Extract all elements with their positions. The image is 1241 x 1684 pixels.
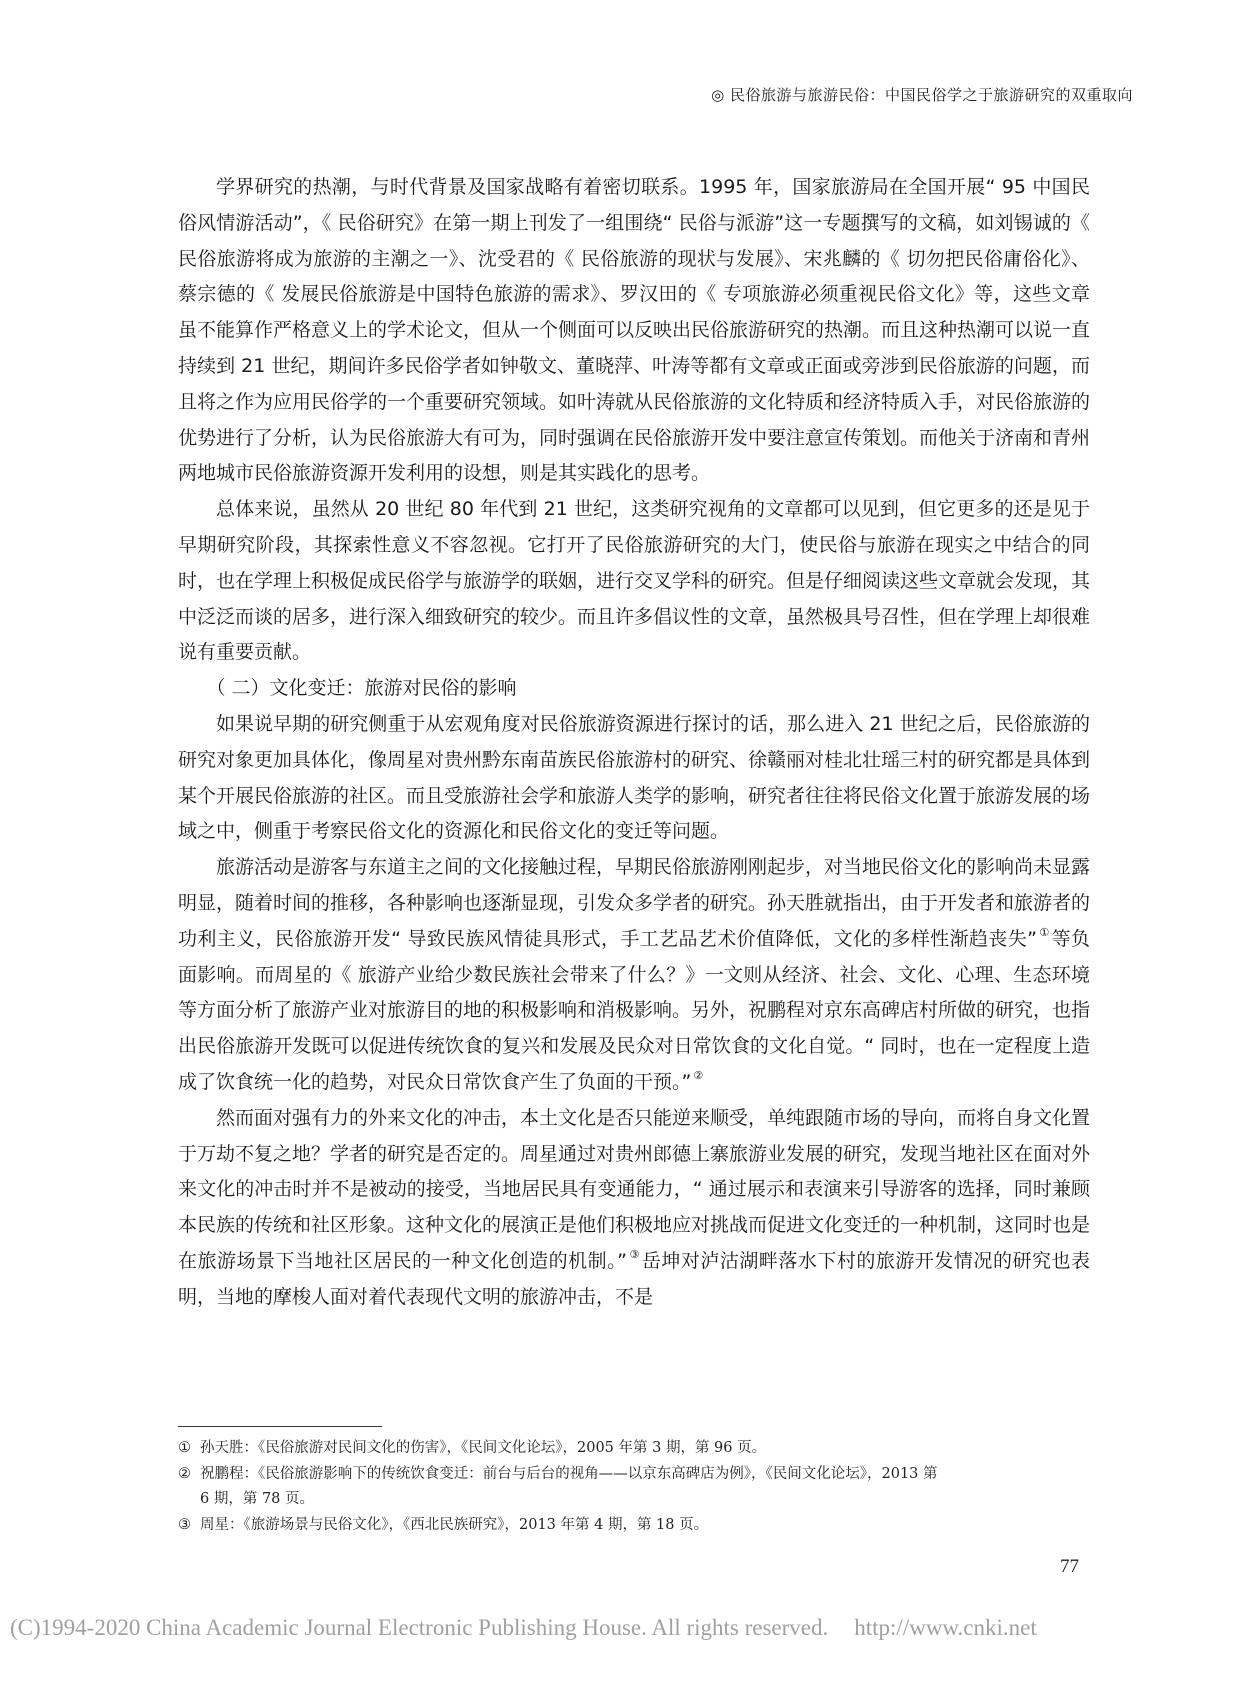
- footnote-mark: ②: [178, 1465, 191, 1482]
- footnote-text: 周星：《旅游场景与民俗文化》，《西北民族研究》，2013 年第 4 期，第 18 页。: [200, 1516, 709, 1533]
- footnote-ref-3[interactable]: ③: [628, 1247, 640, 1261]
- paragraph: 学界研究的热潮，与时代背景及国家战略有着密切联系。1995 年，国家旅游局在全国开展“ 95 中国民俗风情游活动”，《 民俗研究》在第一期上刊发了一组围绕“ 民俗与派游”这一专题撰写的文稿，如刘锡诚的《 民俗旅游将成为旅游的主潮之一》、沈受君的《 民俗旅游的现状与发展》、宋兆麟的《 切勿把民俗庸俗化》、蔡宗德的《 发展民俗旅游是中国特色旅游的需求》、罗汉田的《 专项旅游必须重视民俗文化》等，这些文章虽不能算作严格意义上的学术论文，但从一个侧面可以反映出民俗旅游研究的热潮。而且这种热潮可以说一直持续到 21 世纪，期间许多民俗学者如钟敬文、董晓萍、叶涛等都有文章或正面或旁涉到民俗旅游的问题，而且将之作为应用民俗学的一个重要研究领域。如叶涛就从民俗旅游的文化特质和经济特质入手，对民俗旅游的优势进行了分析，认为民俗旅游大有可为，同时强调在民俗旅游开发中要注意宣传策划。而他关于济南和青州两地城市民俗旅游资源开发利用的设想，则是其实践化的思考。: [178, 176, 1091, 485]
- paragraph-text: 岳坤对泸沽湖畔落水下村的旅游开发情况的研究也表明，当地的摩梭人面对着代表现代文明的旅游冲击，不是: [178, 1249, 1090, 1308]
- footnote-ref-2[interactable]: ②: [693, 1068, 704, 1082]
- paragraph: 如果说早期的研究侧重于从宏观角度对民俗旅游资源进行探讨的话，那么进入 21 世纪之后，民俗旅游的研究对象更加具体化，像周星对贵州黔东南苗族民俗旅游村的研究、徐赣丽对桂北壮瑶三村的研究都是具体到某个开展民俗旅游的社区。而且受旅游社会学和旅游人类学的影响，研究者往往将民俗文化置于旅游发展的场域之中，侧重于考察民俗文化的资源化和民俗文化的变迁等问题。: [178, 712, 1091, 843]
- paragraph-text: 旅游活动是游客与东道主之间的文化接触过程，早期民俗旅游刚刚起步，对当地民俗文化的影响尚未显露明显，随着时间的推移，各种影响也逐渐显现，引发众多学者的研究。孙天胜就指出，由于开发者和旅游者的功利主义，民俗旅游开发“ 导致民族风情徒具形式，手工艺品艺术价值降低，文化的多样性渐趋丧失”: [178, 856, 1091, 950]
- article-body: [178, 170, 1090, 1316]
- paragraph-text: 等负面影响。而周星的《 旅游产业给少数民族社会带来了什么？》一文则从经济、社会、文化、心理、生态环境等方面分析了旅游产业对旅游目的地的积极影响和消极影响。另外，祝鹏程对京东高碑店村所做的研究，也指出民俗旅游开发既可以促进传统饮食的复兴和发展及民众对日常饮食的文化自觉。“ 同时，也在一定程度上造成了饮食统一化的趋势，对民众日常饮食产生了负面的干预。”: [178, 927, 1091, 1093]
- running-head: ◎ 民俗旅游与旅游民俗：中国民俗学之于旅游研究的双重取向: [711, 86, 1133, 104]
- footnote-text: 祝鹏程：《民俗旅游影响下的传统饮食变迁：前台与后台的视角——以京东高碑店为例》，《民间文化论坛》，2013 第 6 期，第 78 页。: [200, 1465, 938, 1507]
- footnote-mark: ①: [178, 1440, 191, 1456]
- paragraph: [178, 850, 1090, 1101]
- paragraph: [178, 1101, 1090, 1316]
- copyright-notice: [10, 1615, 1241, 1641]
- copyright-text: (C)1994-2020 China Academic Journal Electronic Publishing House. All rights reserved.: [10, 1615, 829, 1640]
- footnotes: [178, 1436, 938, 1538]
- paragraph-text: 然而面对强有力的外来文化的冲击，本土文化是否只能逆来顺受，单纯跟随市场的导向，而将自身文化置于万劫不复之地？学者的研究是否定的。周星通过对贵州郎德上寨旅游业发展的研究，发现当地社区在面对外来文化的冲击时并不是被动的接受，当地居民具有变通能力，“ 通过展示和表演来引导游客的选择，同时兼顾本民族的传统和社区形象。这种文化的展演正是他们积极地应对挑战而促进文化变迁的一种机制，这同时也是在旅游场景下当地社区居民的一种文化创造的机制。”: [178, 1106, 1091, 1272]
- footnote-mark: ③: [178, 1516, 191, 1533]
- footnote-3: [178, 1513, 938, 1539]
- paragraph: 总体来说，虽然从 20 世纪 80 年代到 21 世纪，这类研究视角的文章都可以见到，但它更多的还是见于早期研究阶段，其探索性意义不容忽视。它打开了民俗旅游研究的大门，使民俗与旅游在现实之中结合的同时，也在学理上积极促成民俗学与旅游学的联姻，进行交叉学科的研究。但是仔细阅读这些文章就会发现，其中泛泛而谈的居多，进行深入细致研究的较少。而且许多倡议性的文章，虽然极具号召性，但在学理上却很难说有重要贡献。: [178, 498, 1091, 664]
- footnote-ref-1[interactable]: ①: [1039, 925, 1050, 939]
- source-url[interactable]: http://www.cnki.net: [854, 1615, 1037, 1640]
- footnote-text: 孙天胜：《民俗旅游对民间文化的伤害》，《民间文化论坛》，2005 年第 3 期，第 96 页。: [200, 1440, 767, 1456]
- page-number: 77: [1060, 1556, 1079, 1577]
- footnote-divider: [178, 1426, 382, 1427]
- footnote-2: [178, 1462, 938, 1513]
- footnote-1: [178, 1436, 938, 1462]
- section-heading: （ 二）文化变迁：旅游对民俗的影响: [206, 677, 517, 700]
